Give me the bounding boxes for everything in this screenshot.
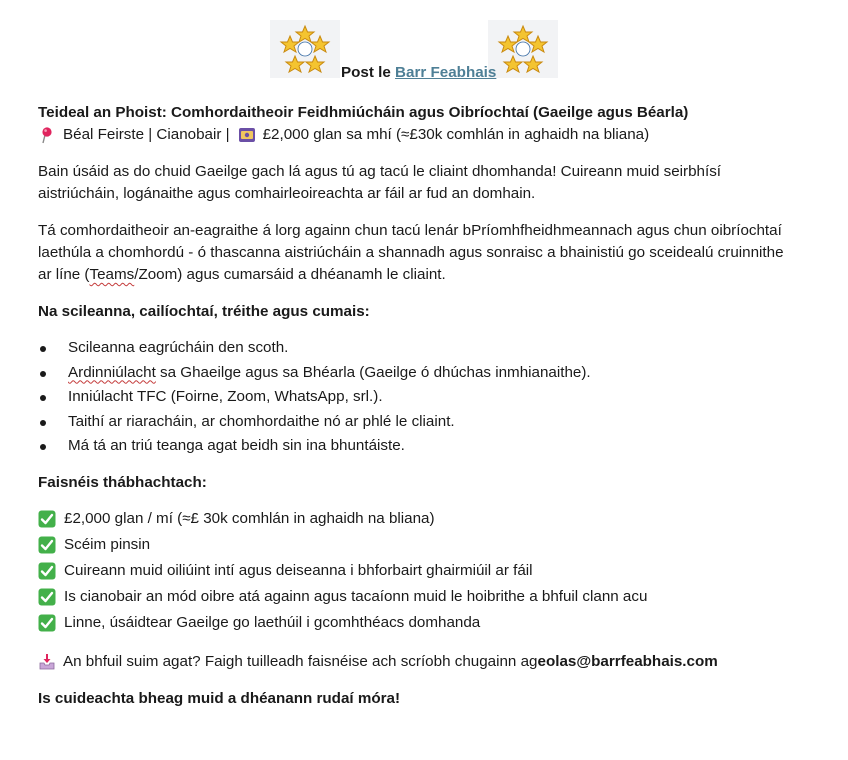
info-list-item <box>38 610 798 636</box>
spell-flagged-word: Ardinniúlacht <box>68 363 156 381</box>
info-item-text: Scéim pinsin <box>64 535 151 553</box>
company-logo-right <box>488 20 558 78</box>
intro-paragraph: Bain úsáid as do chuid Gaeilge gach lá agus tú ag tacú le cliaint dhomhanda! Cuireann muid seirbhísí aistriúcháin, logánaithe agus comhairleoireachta ar fáil ar fud an domhain. <box>38 163 722 202</box>
check-mark-icon <box>38 614 56 632</box>
closing-line: Is cuideachta bheag muid a dhéanann rudaí móra! <box>38 689 401 707</box>
description-paragraph <box>38 220 798 286</box>
contact-text: An bhfuil suim agat? Faigh tuilleadh faisnéise ach scríobh chugainn ag <box>63 652 538 670</box>
inbox-tray-icon <box>38 653 56 671</box>
job-location: Béal Feirste | Cianobair | <box>63 126 230 143</box>
description-part-2: /Zoom) agus cumarsáid a dhéanamh le cliaint. <box>134 266 446 283</box>
info-list-item <box>38 558 798 584</box>
contact-email[interactable]: eolas@barrfeabhais.com <box>537 652 718 670</box>
info-item-text: Linne, úsáidtear Gaeilge go laethúil i gcomhthéacs domhanda <box>64 613 481 631</box>
job-post-body <box>38 102 798 710</box>
check-mark-icon <box>38 588 56 606</box>
posted-by <box>341 64 496 81</box>
skills-item-text: Má tá an triú teanga agat beidh sin ina bhuntáiste. <box>68 437 405 454</box>
company-link[interactable]: Barr Feabhais <box>395 64 497 81</box>
skills-item-text: Scileanna eagrúcháin den scoth. <box>68 339 289 356</box>
info-list-item <box>38 532 798 558</box>
posted-by-prefix: Post le <box>341 64 391 81</box>
info-heading: Faisnéis thábhachtach: <box>38 473 207 491</box>
job-salary: £2,000 glan sa mhí (≈£30k comhlán in aghaidh na bliana) <box>262 126 650 143</box>
skills-list-item <box>38 410 798 435</box>
spell-flagged-word: Teams <box>89 266 135 283</box>
money-icon <box>238 126 256 144</box>
info-item-text: Cuireann muid oiliúint intí agus deiseanna i bhforbairt ghairmiúil ar fáil <box>64 561 533 579</box>
skills-item-text: Inniúlacht TFC (Foirne, Zoom, WhatsApp, srl.). <box>68 388 383 405</box>
skills-list-item <box>38 385 798 410</box>
job-title: Teideal an Phoist: Comhordaitheoir Feidhmiúcháin agus Oibríochtaí (Gaeilge agus Béarla) <box>38 104 689 121</box>
company-logo-left <box>270 20 340 78</box>
description-part-1: Tá comhordaitheoir an-eagraithe á lorg againn chun tacú lenár bPríomhfheidhmeannach agus chun oibríochtaí laethúla a chomhordú - ó thascanna aistriúcháin a shannadh agus sonraisc a bhainistiú go sceidealú cruinnithe ar líne ( <box>38 222 784 283</box>
check-mark-icon <box>38 536 56 554</box>
location-salary-line <box>38 124 798 146</box>
skills-list-item <box>38 361 798 386</box>
info-item-text: £2,000 glan / mí (≈£ 30k comhlán in aghaidh na bliana) <box>64 509 435 527</box>
contact-line <box>38 651 798 673</box>
skills-list <box>38 336 798 459</box>
skills-item-text: Taithí ar riaracháin, ar chomhordaithe nó ar phlé le cliaint. <box>68 412 455 430</box>
skills-heading: Na scileanna, cailíochtaí, tréithe agus cumais: <box>38 303 370 320</box>
info-list-item <box>38 584 798 610</box>
skills-list-item <box>38 434 798 459</box>
info-list-item <box>38 506 798 532</box>
skills-list-item <box>38 336 798 361</box>
info-list <box>38 506 798 636</box>
info-item-text: Is cianobair an mód oibre atá againn agus tacaíonn muid le hoibrithe a bhfuil clann acu <box>64 587 648 605</box>
round-pushpin-icon <box>38 126 56 144</box>
check-mark-icon <box>38 562 56 580</box>
skills-item-text: sa Ghaeilge agus sa Bhéarla (Gaeilge ó dhúchas inmhianaithe). <box>155 363 591 381</box>
check-mark-icon <box>38 510 56 528</box>
